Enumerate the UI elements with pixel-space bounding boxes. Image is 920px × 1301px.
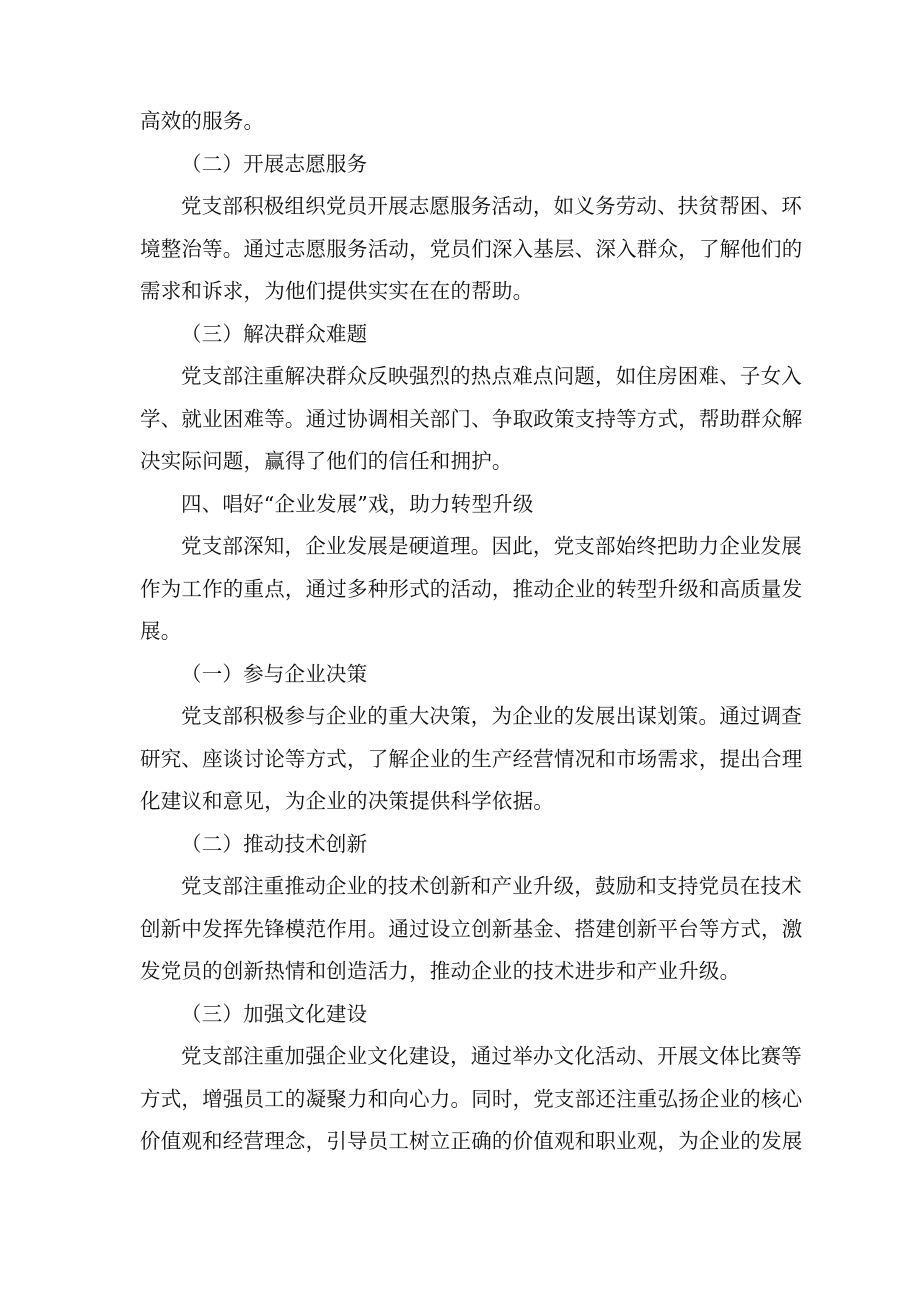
paragraph-line: 作为工作的重点，通过多种形式的活动，推动企业的转型升级和高质量发 (140, 576, 803, 601)
paragraph-line: 决实际问题，赢得了他们的信任和拥护。 (140, 449, 513, 473)
paragraph-line: 化建议和意见，为企业的决策提供科学依据。 (140, 789, 554, 813)
paragraph-line: 需求和诉求，为他们提供实实在在的帮助。 (140, 279, 534, 303)
section-heading: （二）推动技术创新 (181, 831, 368, 856)
paragraph-line: 党支部注重推动企业的技术创新和产业升级，鼓励和支持党员在技术 (181, 874, 802, 898)
section-heading: （二）开展志愿服务 (181, 151, 368, 176)
paragraph-line: 党支部注重解决群众反映强烈的热点难点问题，如住房困难、子女入 (181, 364, 802, 388)
document-page (140, 100, 803, 1163)
paragraph-line: 高效的服务。 (140, 109, 265, 133)
paragraph-line: 党支部注重加强企业文化建设，通过举办文化活动、开展文体比赛等 (181, 1044, 802, 1068)
paragraph-line: 党支部积极组织党员开展志愿服务活动，如义务劳动、扶贫帮困、环 (181, 194, 802, 218)
paragraph-line: 方式，增强员工的凝聚力和向心力。同时，党支部还注重弘扬企业的核心 (140, 1086, 803, 1111)
paragraph-line: 价值观和经营理念，引导员工树立正确的价值观和职业观，为企业的发展 (140, 1129, 803, 1153)
paragraph-line: 境整治等。通过志愿服务活动，党员们深入基层、深入群众，了解他们的 (140, 236, 803, 261)
section-heading: （三）解决群众难题 (181, 321, 368, 346)
paragraph-line: 研究、座谈讨论等方式，了解企业的生产经营情况和市场需求，提出合理 (140, 746, 803, 771)
section-heading: （一）参与企业决策 (181, 661, 368, 686)
paragraph-line: 发党员的创新热情和创造活力，推动企业的技术进步和产业升级。 (140, 959, 741, 983)
paragraph-line: 创新中发挥先锋模范作用。通过设立创新基金、搭建创新平台等方式，激 (140, 916, 803, 941)
paragraph-line: 展。 (140, 619, 182, 643)
chapter-heading: 四、唱好“企业发展”戏，助力转型升级 (181, 491, 534, 516)
section-heading: （三）加强文化建设 (181, 1001, 368, 1026)
paragraph-line: 党支部深知，企业发展是硬道理。因此，党支部始终把助力企业发展 (181, 534, 802, 558)
paragraph-line: 学、就业困难等。通过协调相关部门、争取政策支持等方式，帮助群众解 (140, 406, 803, 431)
paragraph-line: 党支部积极参与企业的重大决策，为企业的发展出谋划策。通过调查 (181, 704, 802, 728)
